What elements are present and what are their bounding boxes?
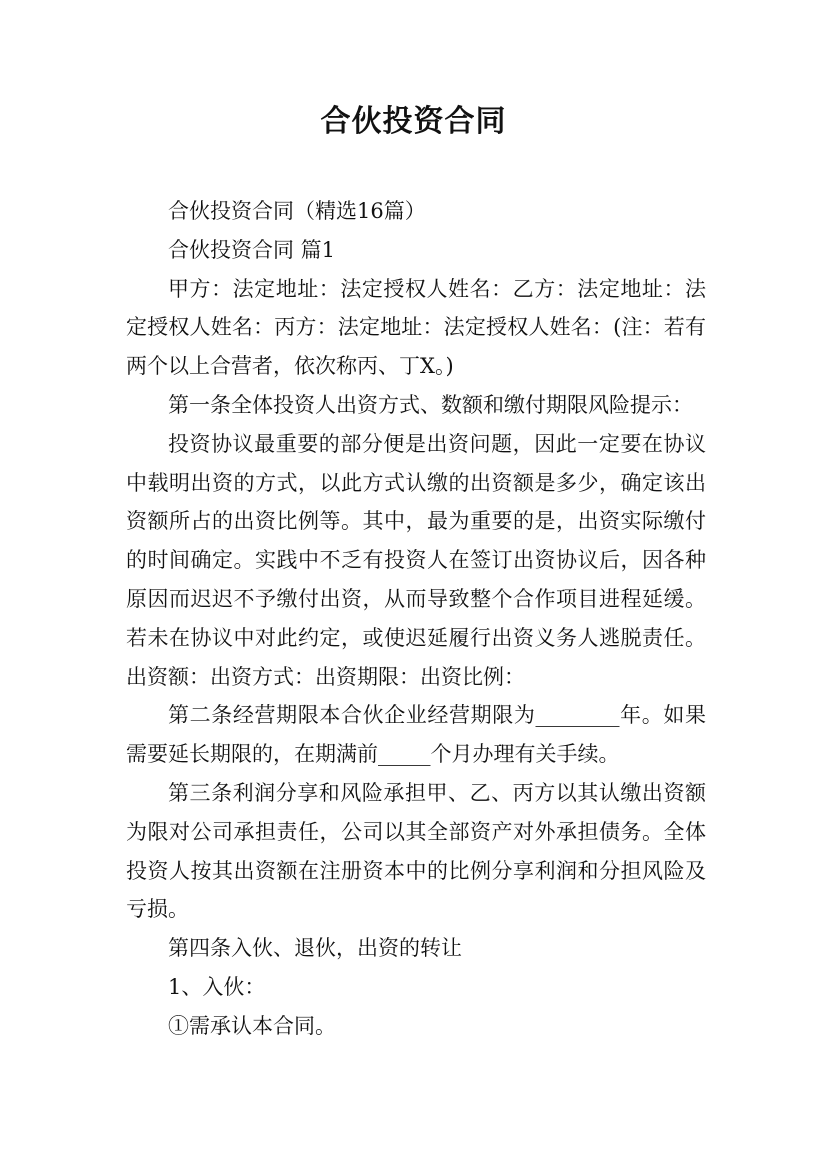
document-body (126, 192, 706, 1046)
paragraph-parties: 甲方：法定地址：法定授权人姓名：乙方：法定地址：法定授权人姓名：丙方：法定地址：法定授权人姓名：(注：若有两个以上合营者，依次称丙、丁X。) (126, 276, 706, 379)
document-title: 合伙投资合同 (320, 104, 507, 139)
paragraph-article-4-heading: 第四条入伙、退伙，出资的转让 (168, 936, 462, 961)
paragraph-item-clause: ①需承认本合同。 (168, 1013, 336, 1038)
paragraph-article-2: 第二条经营期限本合伙企业经营期限为________年。如果需要延长期限的，在期满前_____个月办理有关手续。 (126, 703, 706, 767)
paragraph-article-1-heading: 第一条全体投资人出资方式、数额和缴付期限风险提示： (168, 392, 693, 417)
paragraph-item-joining: 1、入伙： (168, 974, 266, 999)
paragraph-article-1-body: 投资协议最重要的部分便是出资问题，因此一定要在协议中载明出资的方式，以此方式认缴的出资额是多少，确定该出资额所占的出资比例等。其中，最为重要的是，出资实际缴付的时间确定。实践中不乏有投资人在签订出资协议后，因各种原因而迟迟不予缴付出资，从而导致整个合作项目进程延缓。若未在协议中对此约定，或使迟延履行出资义务人逃脱责任。出资额：出资方式：出资期限：出资比例： (126, 431, 706, 689)
paragraph-collection-title: 合伙投资合同（精选16篇） (168, 199, 426, 223)
paragraph-article-3: 第三条利润分享和风险承担甲、乙、丙方以其认缴出资额为限对公司承担责任，公司以其全部资产对外承担债务。全体投资人按其出资额在注册资本中的比例分享利润和分担风险及亏损。 (126, 780, 706, 922)
paragraph-section-heading: 合伙投资合同 篇1 (168, 237, 336, 262)
